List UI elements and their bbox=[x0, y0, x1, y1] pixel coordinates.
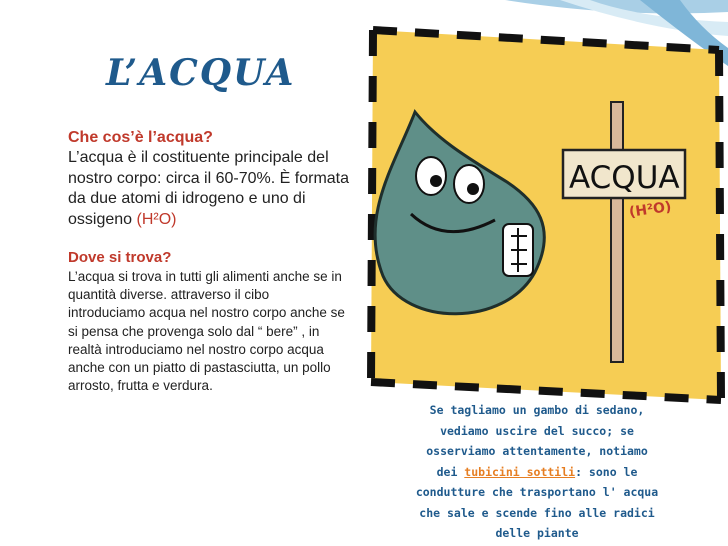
left-text-column bbox=[68, 128, 350, 395]
sign-text: ACQUA bbox=[569, 160, 680, 196]
section1-body-text: L’acqua è il costituente principale del nostro corpo: circa il 60-70%. È formata da due atomi di idrogeno e uno di ossigeno bbox=[68, 149, 350, 228]
sign-formula: (H²O) bbox=[628, 198, 673, 221]
section1-body bbox=[68, 148, 350, 230]
page-title: L’ACQUA bbox=[106, 52, 296, 94]
section2-body: L’acqua si trova in tutti gli alimenti anche se in quantità diverse. attraverso il cibo introduciamo acqua nel nostro corpo anche se si pensa che provenga solo dal “ bere” , in realtà introduciamo nel nostro corpo acqua anche con un piatto di pastasciutta, un pollo arrosto, frutta e verdura. bbox=[68, 269, 345, 394]
caption-highlight: tubicini sottili bbox=[464, 464, 576, 479]
section2-heading: Dove si trova? bbox=[68, 249, 172, 266]
water-drop-illustration bbox=[365, 24, 727, 406]
caption-text-start: Se tagliamo un gambo di sedano, vediamo uscire del succo; se osserviamo attentamente, notiamo dei bbox=[426, 403, 648, 479]
water-formula: (H²O) bbox=[136, 210, 177, 228]
section1-heading: Che cos’è l’acqua? bbox=[68, 129, 213, 146]
caption-text-end: : sono le condutture che trasportano l' acqua che sale e scende fino alle radici delle piante bbox=[415, 464, 659, 540]
caption-text bbox=[414, 400, 660, 544]
